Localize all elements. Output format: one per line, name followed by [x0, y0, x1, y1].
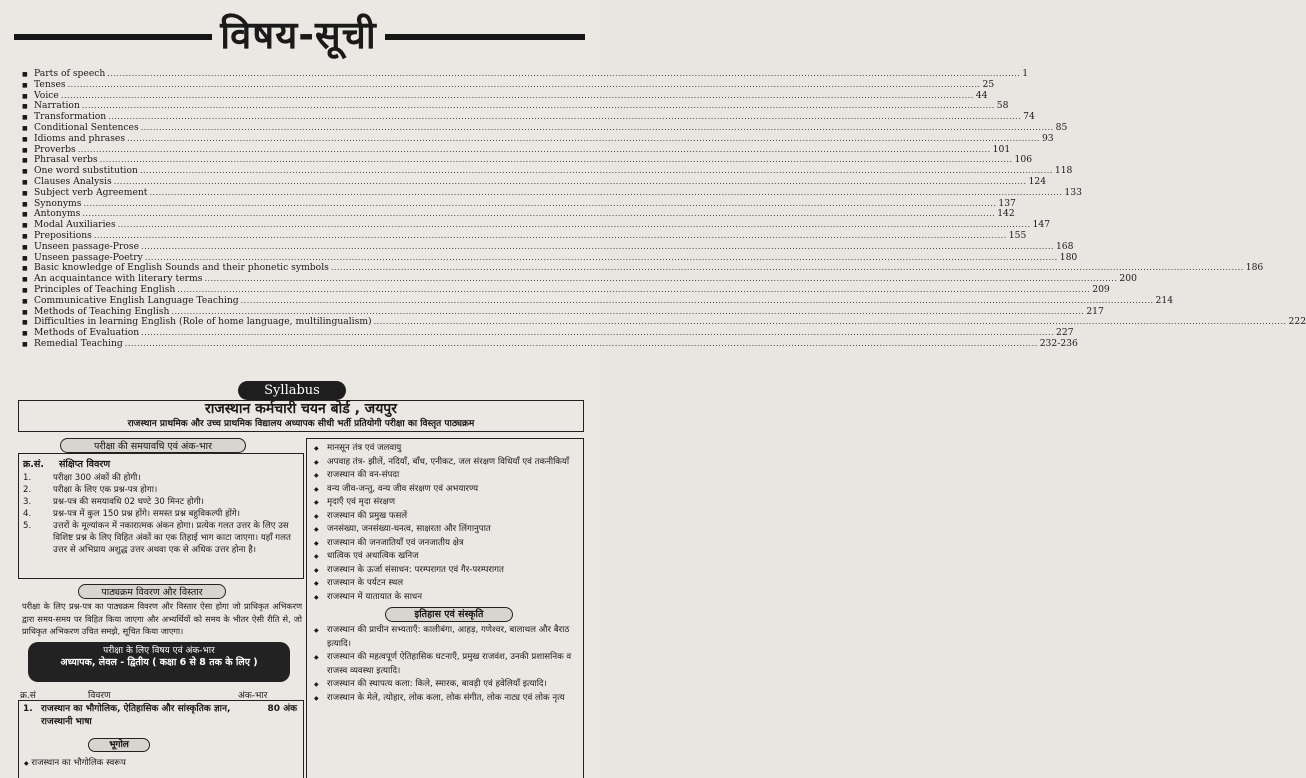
- exam-heading: परीक्षा की समयावधि एवं अंक-भार: [60, 438, 246, 453]
- toc-leader-dots: ............................................................................................................................................................................................................................................................................................................: [149, 187, 1063, 197]
- topic-item: ◆ राजस्थान की महत्वपूर्ण ऐतिहासिक घटनाएँ, प्रमुख राजवंश, उनकी प्रशासनिक व राजस्व व्यवस्था इत्यादि।: [321, 651, 577, 678]
- square-bullet-icon: ■: [22, 157, 28, 165]
- square-bullet-icon: ■: [22, 200, 28, 208]
- toc-entry: [22, 100, 1009, 112]
- toc-leader-dots: ............................................................................................................................................................................................................................................................................................................: [60, 90, 974, 100]
- square-bullet-icon: ■: [22, 286, 28, 294]
- toc-entry-title: Clauses Analysis: [34, 175, 112, 187]
- toc-leader-dots: ............................................................................................................................................................................................................................................................................................................: [127, 133, 1040, 143]
- toc-entry-page: 74: [1023, 111, 1035, 123]
- exam-item: [23, 496, 299, 508]
- toc-entry-page: 137: [998, 197, 1016, 209]
- scheme-line-1: परीक्षा के लिए विषय एवं अंक-भार: [103, 646, 215, 656]
- toc-entry-page: 155: [1008, 229, 1027, 241]
- syllabus-topics-box: [306, 438, 584, 778]
- topic-item: ◆ राजस्थान की जनजातियाँ एवं जनजातीय क्षेत्र: [321, 537, 577, 551]
- square-bullet-icon: ■: [22, 168, 28, 176]
- table-col-desc: विवरण: [88, 691, 111, 701]
- topic-item: ◆ राजस्थान की स्थापत्य कला: किले, स्मारक, बावड़ी एवं हवेलियाँ इत्यादि।: [321, 678, 577, 692]
- board-header: [18, 400, 584, 432]
- square-bullet-icon: ■: [22, 92, 28, 100]
- square-bullet-icon: ■: [22, 124, 28, 132]
- toc-entry-title: Principles of Teaching English: [34, 283, 176, 295]
- toc-entry-title: Modal Auxiliaries: [34, 219, 116, 231]
- toc-leader-dots: ............................................................................................................................................................................................................................................................................................................: [140, 122, 1054, 132]
- exam-col-desc: संक्षिप्त विवरण: [59, 459, 111, 470]
- toc-entry-page: 200: [1119, 273, 1137, 285]
- history-topics: [321, 624, 577, 705]
- topic-item: ◆ मानसून तंत्र एवं जलवायु: [321, 442, 577, 456]
- geography-heading: भूगोल: [88, 738, 150, 752]
- exam-item: [23, 472, 299, 484]
- toc-entry-page: 209: [1092, 283, 1110, 295]
- row-desc: राजस्थान का भौगोलिक, ऐतिहासिक और सांस्कृतिक ज्ञान, राजस्थानी भाषा: [41, 704, 231, 727]
- toc-entry-page: 44: [975, 89, 988, 101]
- toc-leader-dots: ............................................................................................................................................................................................................................................................................................................: [139, 166, 1053, 176]
- scheme-banner: [28, 642, 290, 682]
- toc-leader-dots: ............................................................................................................................................................................................................................................................................................................: [373, 317, 1287, 327]
- toc-entry: [22, 337, 1078, 350]
- exam-col-no: क्र.सं.: [23, 459, 44, 470]
- square-bullet-icon: ■: [22, 103, 28, 111]
- toc-entry-title: Phrasal verbs: [34, 154, 98, 166]
- toc-entry-title: Remedial Teaching: [34, 337, 123, 349]
- toc-entry-title: An acquaintance with literary terms: [34, 273, 203, 285]
- toc-leader-dots: ............................................................................................................................................................................................................................................................................................................: [171, 306, 1085, 316]
- exam-item-text: परीक्षा के लिए एक प्रश्न-पत्र होगा।: [53, 485, 158, 495]
- square-bullet-icon: ■: [22, 146, 28, 154]
- toc-entry-page: 147: [1032, 219, 1051, 231]
- topic-item: ◆ राजस्थान की वन-संपदा: [321, 469, 577, 483]
- toc-entry-page: 232-236: [1039, 337, 1078, 349]
- exam-details-box: [18, 453, 304, 579]
- toc-leader-dots: ............................................................................................................................................................................................................................................................................................................: [67, 79, 981, 89]
- toc-entry-page: 25: [982, 78, 995, 90]
- exam-item: [23, 484, 299, 496]
- toc-entry: [22, 132, 1054, 145]
- toc-entry: [22, 240, 1074, 253]
- toc-entry-title: Synonyms: [34, 197, 82, 209]
- toc-entry-title: Subject verb Agreement: [34, 186, 148, 198]
- toc-entry-title: Unseen passage-Prose: [34, 240, 140, 252]
- geography-item: [24, 756, 126, 768]
- square-bullet-icon: ■: [22, 319, 28, 327]
- toc-entry-page: 142: [997, 208, 1015, 220]
- exam-item-text: उत्तरों के मूल्यांकन में नकारात्मक अंकन होगा। प्रत्येक गलत उत्तर के लिए उस विशिष्ट प्रश्न के लिए विहित अंकों का एक तिहाई भाग काटा जाएगा। यहाँ गलत उत्तर से अभिप्राय अशुद्ध उत्तर अथवा एक से अधिक उत्तर होना है।: [53, 521, 291, 555]
- pattern-heading: पाठ्यक्रम विवरण और विस्तार: [78, 584, 226, 599]
- toc-leader-dots: ............................................................................................................................................................................................................................................................................................................: [81, 101, 995, 111]
- title-banner: [0, 6, 600, 64]
- toc-leader-dots: ............................................................................................................................................................................................................................................................................................................: [108, 112, 1022, 122]
- toc-entry-title: Methods of Teaching English: [34, 305, 170, 317]
- toc-entry-title: Difficulties in learning English (Role of home language, multilingualism): [34, 316, 372, 328]
- pattern-text: परीक्षा के लिए प्रश्न-पत्र का पाठ्यक्रम विवरण और विस्तार ऐसा होगा जो प्राधिकृत अभिकरण द्वारा समय-समय पर विहित किया जाएगा और अभ्यर्थियों को समय के भीतर ऐसी रीति से, जो प्राधिकृत अभिकरण उचित समझे, सूचित किया जाएगा।: [22, 601, 302, 636]
- toc-entry-page: 58: [996, 100, 1009, 112]
- row-no: 1.: [23, 704, 33, 714]
- toc-entry-title: Antonyms: [34, 208, 81, 220]
- toc-entry-title: Conditional Sentences: [34, 121, 139, 133]
- toc-entry-page: 124: [1028, 175, 1047, 187]
- toc-leader-dots: ............................................................................................................................................................................................................................................................................................................: [124, 338, 1038, 348]
- toc-entry-page: 133: [1064, 186, 1082, 198]
- toc-leader-dots: ............................................................................................................................................................................................................................................................................................................: [99, 155, 1013, 165]
- toc-entry-title: Idioms and phrases: [34, 132, 126, 144]
- exam-list: [23, 472, 299, 556]
- exam-item-text: प्रश्न-पत्र की समयावधि 02 घण्टे 30 मिनट होगी।: [53, 497, 204, 507]
- table-col-marks: अंक-भार: [238, 691, 268, 701]
- toc-leader-dots: ............................................................................................................................................................................................................................................................................................................: [107, 69, 1021, 78]
- toc-leader-dots: ............................................................................................................................................................................................................................................................................................................: [93, 230, 1007, 240]
- toc-leader-dots: ............................................................................................................................................................................................................................................................................................................: [113, 176, 1027, 186]
- toc-entry: [22, 78, 995, 91]
- toc-entry-page: 93: [1041, 132, 1054, 144]
- topic-item: ◆ राजस्थान की प्रमुख फसलें: [321, 510, 577, 524]
- exam-column-header: [23, 457, 299, 470]
- table-col-no: क्र.सं: [20, 691, 36, 701]
- geography-topics: [321, 442, 577, 604]
- toc-entry-title: Methods of Evaluation: [34, 327, 140, 339]
- toc-entry: [22, 143, 1011, 156]
- board-name: राजस्थान कर्मचारी चयन बोर्ड , जयपुर: [204, 401, 397, 417]
- toc-entry-page: 1: [1022, 68, 1029, 79]
- exam-item-text: प्रश्न-पत्र में कुल 150 प्रश्न होंगे। समस्त प्रश्न बहुविकल्पी होंगे।: [53, 509, 241, 519]
- toc-leader-dots: ............................................................................................................................................................................................................................................................................................................: [144, 252, 1058, 262]
- topic-item: ◆ राजस्थान के ऊर्जा संसाधन: परम्परागत एवं गैर-परम्परागत: [321, 564, 577, 578]
- topic-item: ◆ धात्विक एवं अधात्विक खनिज: [321, 550, 577, 564]
- toc-entry-page: 168: [1055, 240, 1074, 252]
- toc-entry-title: Unseen passage-Poetry: [34, 251, 143, 263]
- toc-entry-page: 85: [1055, 121, 1068, 133]
- toc-leader-dots: ............................................................................................................................................................................................................................................................................................................: [83, 198, 997, 208]
- toc-leader-dots: ............................................................................................................................................................................................................................................................................................................: [204, 274, 1118, 284]
- toc-entry-title: Communicative English Language Teaching: [34, 294, 239, 306]
- toc-leader-dots: ............................................................................................................................................................................................................................................................................................................: [141, 241, 1054, 251]
- toc-entry-page: 227: [1056, 327, 1074, 339]
- toc-entry-page: 106: [1014, 154, 1033, 166]
- board-subtitle: राजस्थान प्राथमिक और उच्च प्राथमिक विद्यालय अध्यापक सीधी भर्ती प्रतियोगी परीक्षा का विस्तृत पाठ्यक्रम: [127, 419, 475, 429]
- exam-item-text: परीक्षा 300 अंकों की होगी।: [53, 473, 141, 483]
- topic-item: ◆ राजस्थान की प्राचीन सभ्यताएँ: कालीबंगा, आहड़, गणेश्वर, बालाथल और बैराठ इत्यादि।: [321, 624, 577, 651]
- exam-item: [23, 520, 299, 556]
- toc-entry-title: Basic knowledge of English Sounds and their phonetic symbols: [34, 262, 329, 274]
- toc-leader-dots: ............................................................................................................................................................................................................................................................................................................: [177, 284, 1091, 294]
- table-row: [19, 701, 303, 731]
- square-bullet-icon: ■: [22, 114, 28, 122]
- topic-item: ◆ राजस्थान के मेले, त्योहार, लोक कला, लोक संगीत, लोक नाट्य एवं लोक नृत्य: [321, 692, 577, 706]
- exam-item-no: 2.: [23, 485, 32, 495]
- toc-entry-title: Tenses: [34, 78, 66, 90]
- toc-entry: [22, 219, 1051, 231]
- title-rule-right: [385, 34, 585, 40]
- toc-entry-page: 118: [1054, 165, 1073, 177]
- exam-item: [23, 508, 299, 520]
- toc-entry-title: Narration: [34, 100, 80, 112]
- square-bullet-icon: ■: [22, 254, 28, 262]
- toc-entry-page: 186: [1245, 262, 1264, 274]
- toc-entry-title: One word substitution: [34, 165, 138, 177]
- topic-item: ◆ वन्य जीव-जन्तु, वन्य जीव संरक्षण एवं अभयारण्य: [321, 483, 577, 497]
- toc-entry: [22, 294, 1174, 307]
- square-bullet-icon: ■: [22, 71, 28, 78]
- toc-leader-dots: ............................................................................................................................................................................................................................................................................................................: [77, 144, 991, 154]
- toc-entry-title: Parts of speech: [34, 68, 106, 79]
- toc-entry: [22, 68, 1029, 80]
- geography-item-text: राजस्थान का भौगोलिक स्वरूप: [31, 758, 126, 768]
- exam-item-no: 4.: [23, 509, 32, 519]
- exam-item-no: 5.: [23, 521, 32, 531]
- square-bullet-icon: ■: [22, 211, 28, 219]
- toc-entry-page: 222: [1288, 316, 1306, 328]
- square-bullet-icon: ■: [22, 276, 28, 284]
- square-bullet-icon: ■: [22, 340, 28, 348]
- exam-item-no: 3.: [23, 497, 32, 507]
- square-bullet-icon: ■: [22, 178, 28, 186]
- toc-entry-page: 101: [992, 143, 1011, 155]
- topic-item: ◆ राजस्थान में यातायात के साधन: [321, 591, 577, 605]
- topic-item: ◆ अपवाह तंत्र- झीलें, नदियाँ, बाँध, एनीकट, जल संरक्षण विधियाँ एवं तकनीकियाँ: [321, 456, 577, 470]
- square-bullet-icon: ■: [22, 232, 28, 240]
- square-bullet-icon: ■: [22, 330, 28, 338]
- square-bullet-icon: ■: [22, 189, 28, 197]
- exam-item-no: 1.: [23, 473, 32, 483]
- scheme-line-2: अध्यापक, लेवल - द्वितीय ( कक्षा 6 से 8 तक के लिए ): [60, 657, 258, 668]
- toc-leader-dots: ............................................................................................................................................................................................................................................................................................................: [117, 220, 1031, 230]
- square-bullet-icon: ■: [22, 297, 28, 305]
- topic-item: ◆ जनसंख्या, जनसंख्या-घनत्व, साक्षरता और लिंगानुपात: [321, 523, 577, 537]
- toc-entry: [22, 197, 1016, 210]
- syllabus-badge: Syllabus: [238, 381, 346, 400]
- table-of-contents: [22, 68, 1306, 350]
- toc-leader-dots: ............................................................................................................................................................................................................................................................................................................: [82, 209, 996, 219]
- toc-entry: [22, 89, 988, 102]
- topic-item: ◆ राजस्थान के पर्यटन स्थल: [321, 577, 577, 591]
- square-bullet-icon: ■: [22, 81, 28, 89]
- diamond-bullet-icon: ◆: [24, 760, 29, 767]
- square-bullet-icon: ■: [22, 243, 28, 251]
- toc-entry-title: Transformation: [34, 111, 107, 123]
- toc-entry-title: Prepositions: [34, 229, 92, 241]
- page-title: विषय-सूची: [220, 13, 377, 57]
- row-marks: 80 अंक: [267, 704, 297, 714]
- toc-leader-dots: ............................................................................................................................................................................................................................................................................................................: [141, 328, 1055, 338]
- square-bullet-icon: ■: [22, 222, 28, 230]
- topic-item: ◆ मृदाएँ एवं मृदा संरक्षण: [321, 496, 577, 510]
- toc-entry-title: Voice: [34, 89, 59, 101]
- toc-entry-page: 214: [1155, 294, 1174, 306]
- square-bullet-icon: ■: [22, 265, 28, 273]
- square-bullet-icon: ■: [22, 308, 28, 316]
- toc-entry-title: Proverbs: [34, 143, 76, 155]
- toc-entry: [22, 186, 1082, 199]
- toc-leader-dots: ............................................................................................................................................................................................................................................................................................................: [330, 263, 1244, 273]
- toc-leader-dots: ............................................................................................................................................................................................................................................................................................................: [240, 295, 1154, 305]
- title-rule-left: [14, 34, 212, 40]
- toc-entry-page: 217: [1086, 305, 1104, 317]
- history-heading: इतिहास एवं संस्कृति: [385, 607, 513, 622]
- square-bullet-icon: ■: [22, 135, 28, 143]
- toc-entry-page: 180: [1059, 251, 1078, 263]
